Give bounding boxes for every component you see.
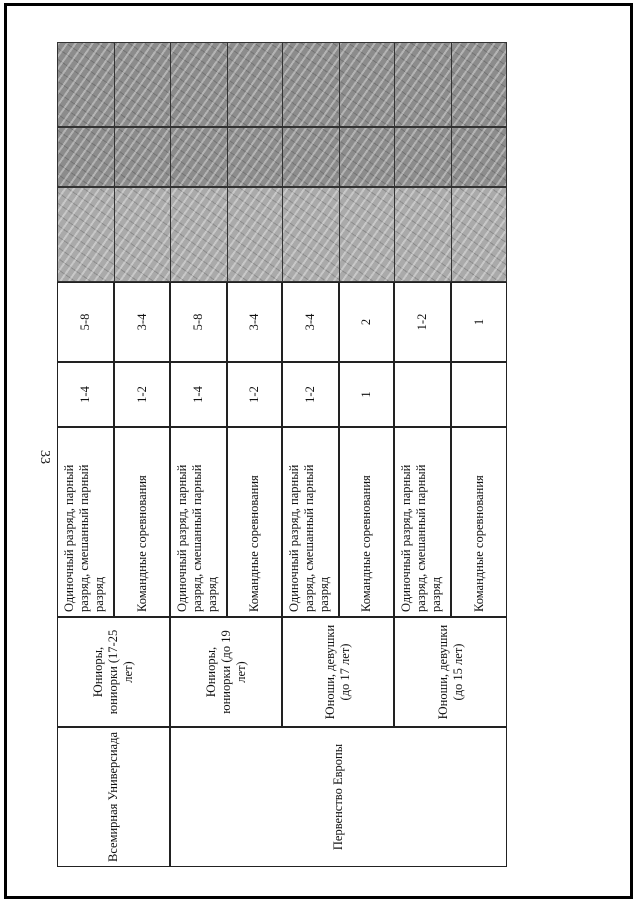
place-cell: 1 — [339, 362, 394, 427]
row-divider — [394, 42, 395, 282]
place-cell: 3-4 — [227, 282, 282, 362]
place-cell: 5-8 — [57, 282, 114, 362]
competition-europe: Первенство Европы — [170, 727, 507, 867]
discipline-cell: Командные соревнования — [227, 427, 282, 617]
discipline-cell: Одиночный разряд, парный разряд, смешанный парный разряд — [170, 427, 227, 617]
place-cell: 5-8 — [170, 282, 227, 362]
age-group-cell: Юниоры, юниорки (до 19 лет) — [170, 617, 282, 727]
place-cell: 1-2 — [114, 362, 170, 427]
row-divider — [114, 42, 115, 282]
discipline-cell: Одиночный разряд, парный разряд, смешанный парный разряд — [394, 427, 451, 617]
place-cell — [394, 362, 451, 427]
competition-universiade: Всемирная Универсиада — [57, 727, 170, 867]
row-divider — [227, 42, 228, 282]
place-cell: 1-2 — [227, 362, 282, 427]
place-cell: 1-2 — [282, 362, 339, 427]
discipline-cell: Одиночный разряд, парный разряд, смешанный парный разряд — [57, 427, 114, 617]
place-cell: 3-4 — [282, 282, 339, 362]
place-cell: 3-4 — [114, 282, 170, 362]
place-cell: 1 — [451, 282, 507, 362]
rotated-table — [57, 42, 507, 867]
row-divider — [170, 42, 171, 282]
discipline-cell: Командные соревнования — [451, 427, 507, 617]
row-divider — [282, 42, 283, 282]
place-cell: 1-2 — [394, 282, 451, 362]
discipline-cell: Командные соревнования — [114, 427, 170, 617]
row-divider — [451, 42, 452, 282]
row-divider — [339, 42, 340, 282]
place-cell — [451, 362, 507, 427]
page-number: 33 — [37, 450, 52, 464]
age-group-cell: Юниоры, юниорки (17-25 лет) — [57, 617, 170, 727]
place-cell: 1-4 — [170, 362, 227, 427]
age-group-cell: Юноши, девушки (до 15 лет) — [394, 617, 507, 727]
place-cell: 2 — [339, 282, 394, 362]
discipline-cell: Командные соревнования — [339, 427, 394, 617]
age-group-cell: Юноши, девушки (до 17 лет) — [282, 617, 394, 727]
discipline-cell: Одиночный разряд, парный разряд, смешанный парный разряд — [282, 427, 339, 617]
place-cell: 1-4 — [57, 362, 114, 427]
